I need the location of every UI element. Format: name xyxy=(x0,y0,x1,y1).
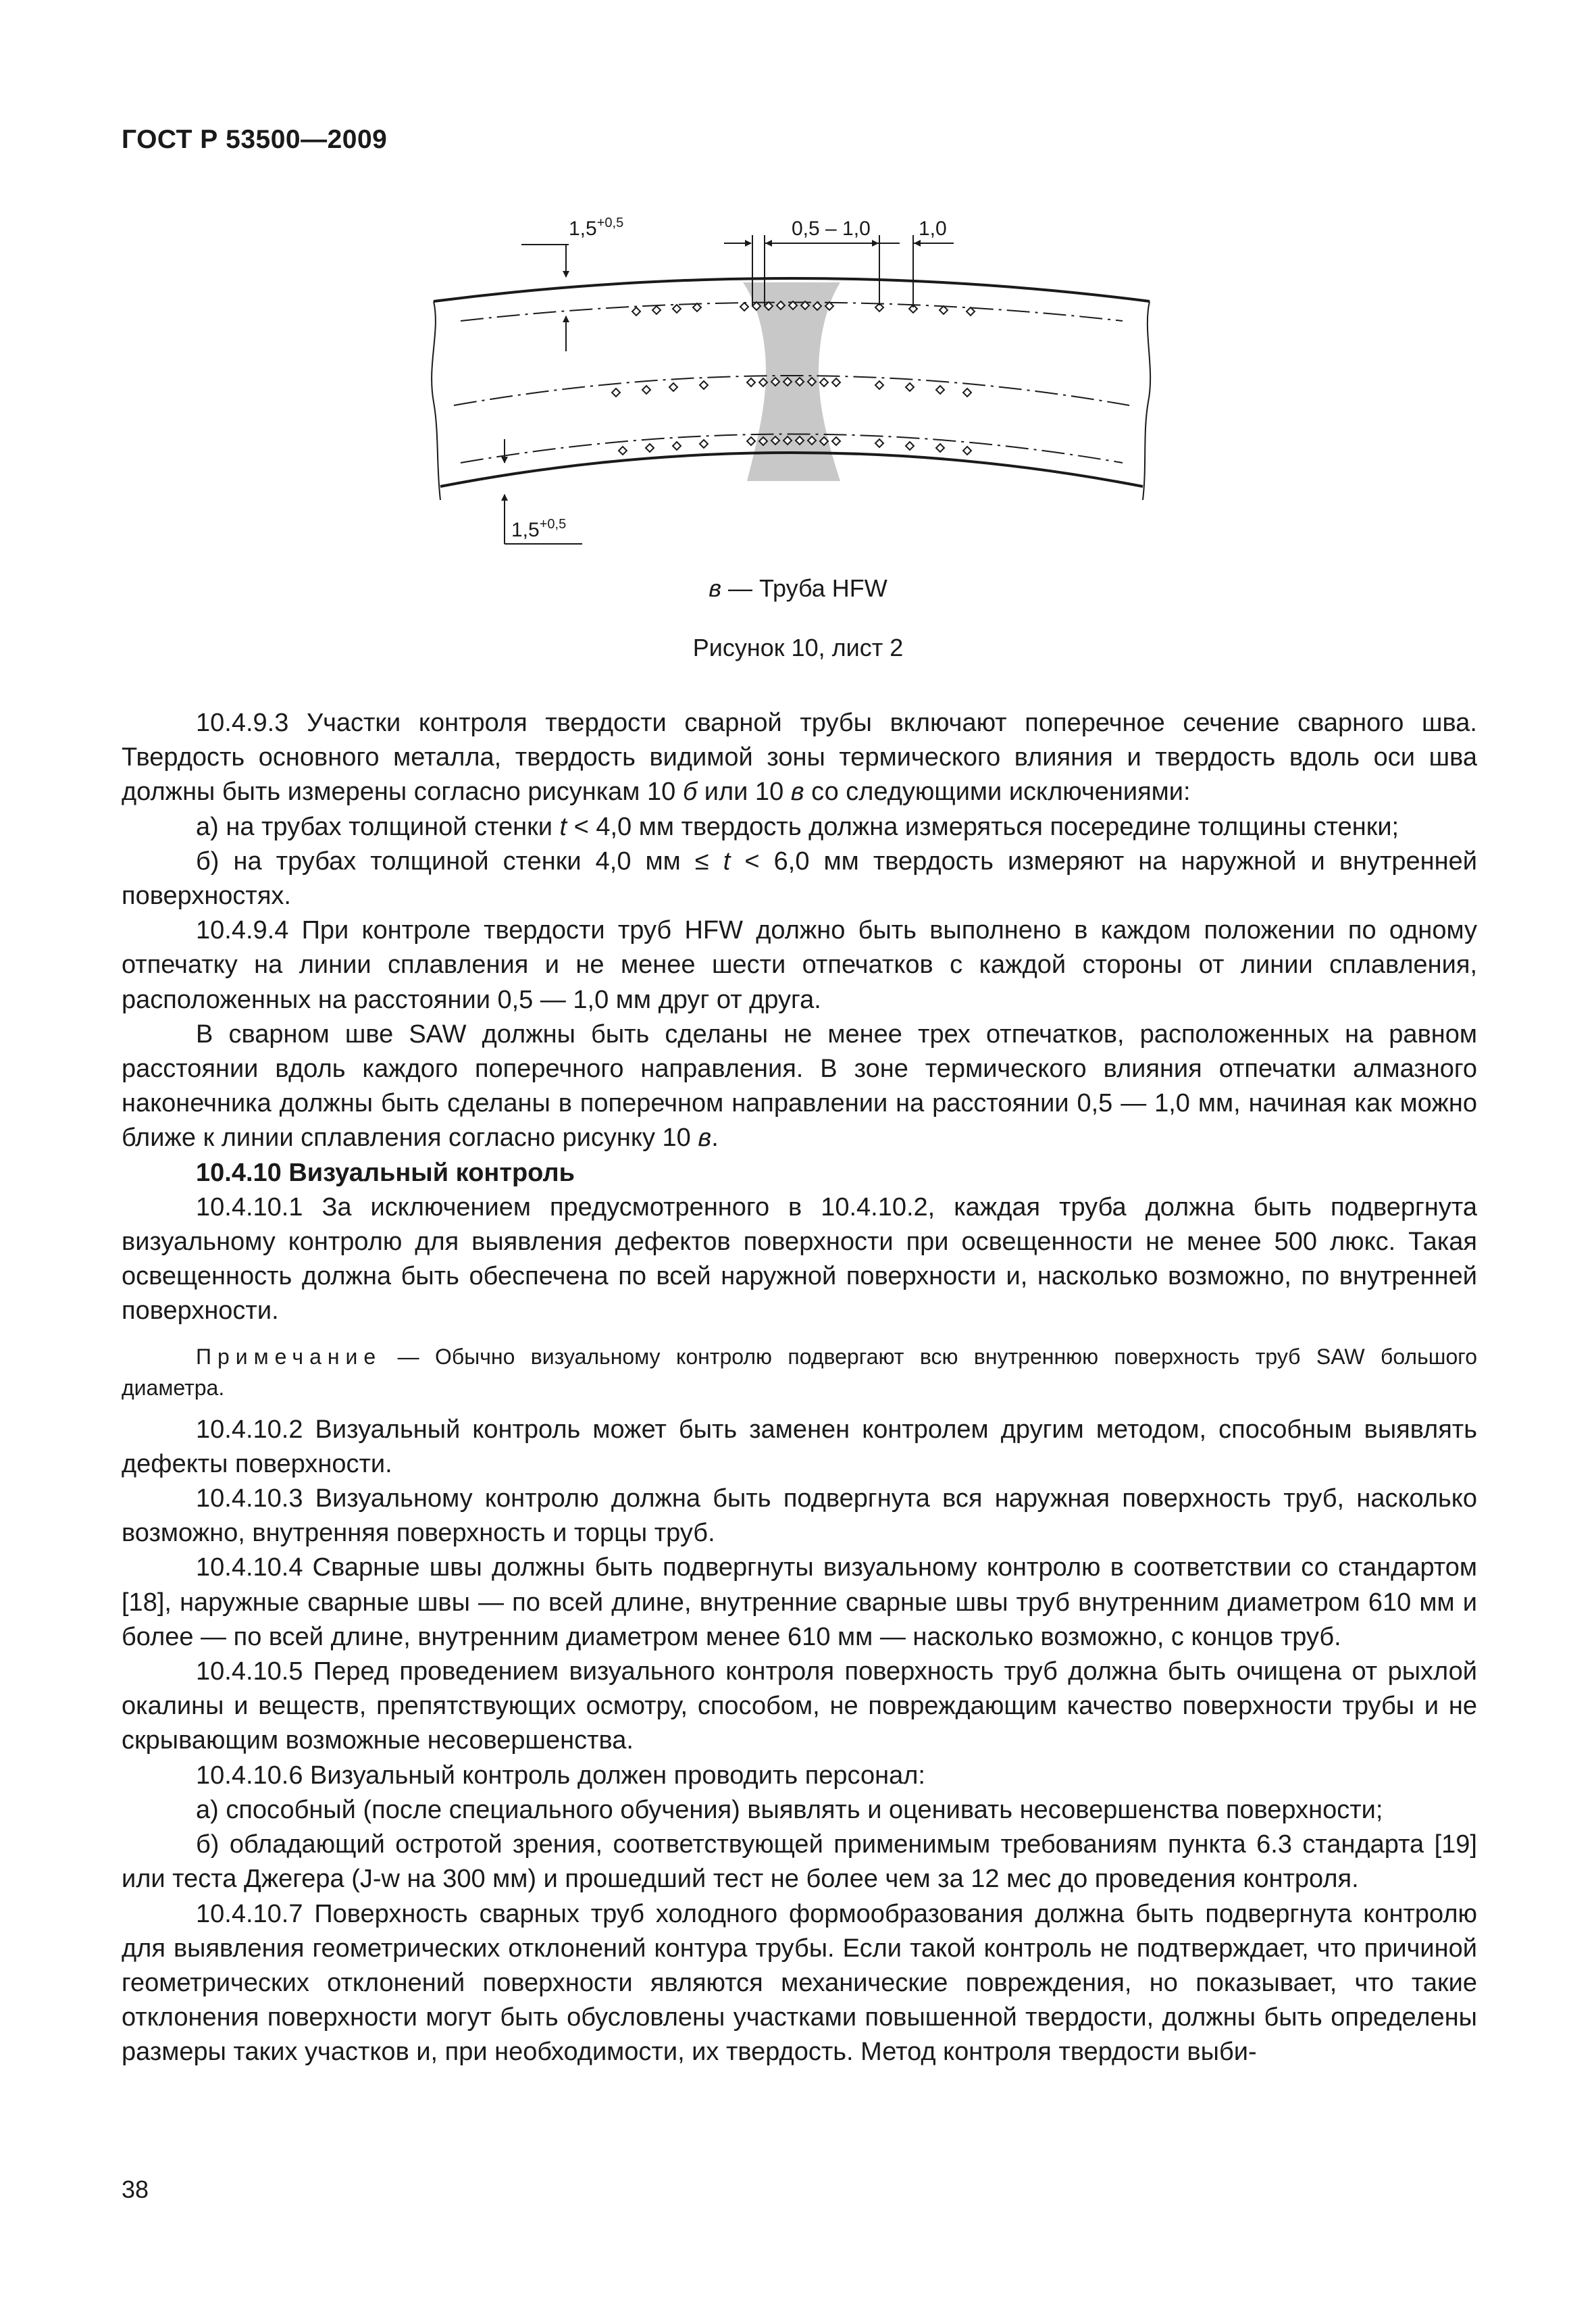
paragraph-10-4-9-3: 10.4.9.3 Участки контроля твердости сварной трубы включают поперечное сечение сварного шва. Твердость основного металла, твердость видимой зоны термического влияния и твердость вдоль оси шва должны быть измерены согласно рисункам 10 б или 10 в со следующими исключениями: xyxy=(122,709,1477,807)
dim-top-right: 1,0 xyxy=(919,218,947,240)
figure-subcaption: в — Труба HFW xyxy=(709,574,887,602)
list-item-personnel-a: а) способный (после специального обучения) выявлять и оценивать несовершенства поверхности; xyxy=(196,1795,1383,1824)
note: Примечание — Обычно визуальному контролю подвергают всю внутреннюю поверхность труб SAW большого диаметра. xyxy=(122,1344,1477,1400)
figure-caption: Рисунок 10, лист 2 xyxy=(692,634,904,661)
dim-top-left: $1,5^{+0,5}$ xyxy=(569,216,624,240)
paragraph-10-4-10-2: 10.4.10.2 Визуальный контроль может быть заменен контролем другим методом, способным выявлять дефекты поверхности. xyxy=(122,1415,1477,1478)
paragraph-10-4-10-5: 10.4.10.5 Перед проведением визуального контроля поверхность труб должна быть очищена от рыхлой окалины и веществ, препятствующих осмотру, способом, не повреждающим качество поверхности трубы и не скрывающим возможные несовершенства. xyxy=(122,1657,1477,1755)
weld-hardness-diagram xyxy=(413,203,1183,568)
paragraph-10-4-10-4: 10.4.10.4 Сварные швы должны быть подвергнуты визуальному контролю в соответствии со стандартом [18], наружные сварные швы — по всей длине, внутренние сварные швы труб внутренним диаметром 610 мм и более — по всей длине, внутренним диаметром менее 610 мм — насколько возможно, с концов труб. xyxy=(122,1553,1477,1651)
paragraph-10-4-9-4: 10.4.9.4 При контроле твердости труб HFW должно быть выполнено в каждом положении по одному отпечатку на линии сплавления и не менее шести отпечатков с каждой стороны от линии сплавления, расположенных на расстоянии 0,5 — 1,0 мм друг от друга. xyxy=(122,916,1477,1014)
list-item-a: а) на трубах толщиной стенки t < 4,0 мм твердость должна измеряться посередине толщины стенки; xyxy=(196,812,1399,841)
section-heading-visual-control: 10.4.10 Визуальный контроль xyxy=(196,1158,575,1187)
dim-top-mid: 0,5 – 1,0 xyxy=(792,218,871,240)
list-item-b: б) на трубах толщиной стенки 4,0 мм ≤ t < 6,0 мм твердость измеряют на наружной и внутренней поверхностях. xyxy=(122,847,1478,911)
paragraph-10-4-10-3: 10.4.10.3 Визуальному контролю должна быть подвергнута вся наружная поверхность труб, насколько возможно, внутренняя поверхность и торцы труб. xyxy=(122,1484,1477,1548)
paragraph-saw-weld: В сварном шве SAW должны быть сделаны не менее трех отпечатков, расположенных на равном расстоянии вдоль каждого поперечного направления. В зоне термического влияния отпечатки алмазного наконечника должны быть сделаны в поперечном направлении на расстоянии 0,5 — 1,0 мм, начиная как можно ближе к линии сплавления согласно рисунку 10 в. xyxy=(122,1020,1477,1153)
page-number: 38 xyxy=(122,2175,149,2203)
figure-hfw-weld-diagram xyxy=(413,203,1183,568)
dim-bottom-left: $1,5^{+0,5}$ xyxy=(511,517,567,541)
document-header: ГОСТ Р 53500—2009 xyxy=(122,125,388,154)
paragraph-10-4-10-7: 10.4.10.7 Поверхность сварных труб холодного формообразования должна быть подвергнута контролю для выявления геометрических отклонений контура трубы. Если такой контроль не подтверждает, что причиной геометрических отклонений поверхности являются механические повреждения, но показывает, что такие отклонения поверхности могут быть обусловлены участками повышенной твердости, должны быть определены размеры таких участков и, при необходимости, их твердость. Метод контроля твердости выби- xyxy=(122,1899,1477,2067)
list-item-personnel-b: б) обладающий остротой зрения, соответствующей применимым требованиям пункта 6.3 стандарта [19] или теста Джегера (J-w на 300 мм) и прошедший тест не более чем за 12 мес до проведения контроля. xyxy=(122,1830,1477,1894)
paragraph-10-4-10-1: 10.4.10.1 За исключением предусмотренного в 10.4.10.2, каждая труба должна быть подвергнута визуальному контролю для выявления дефектов поверхности при освещенности не менее 500 люкс. Такая освещенность должна быть обеспечена по всей наружной поверхности и, насколько возможно, по внутренней поверхности. xyxy=(122,1192,1477,1326)
body-text xyxy=(122,706,1477,2070)
paragraph-10-4-10-6: 10.4.10.6 Визуальный контроль должен проводить персонал: xyxy=(196,1761,925,1790)
